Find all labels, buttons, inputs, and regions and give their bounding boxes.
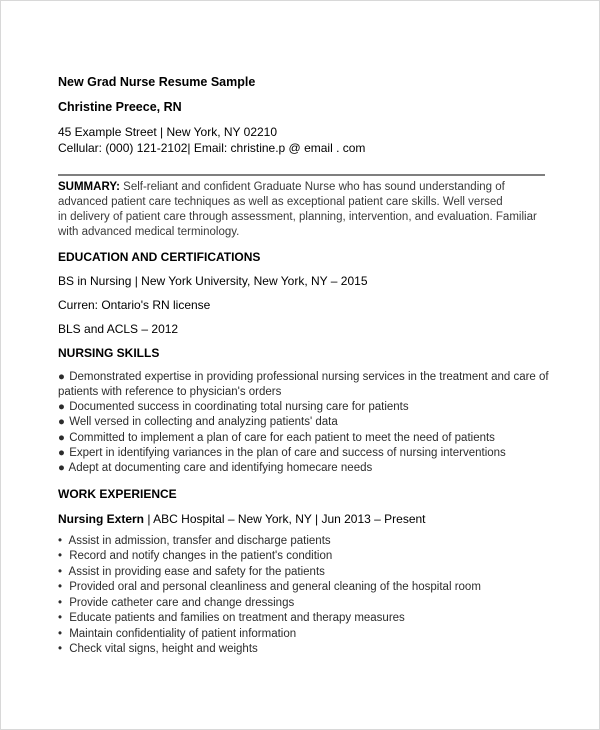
skills-item-text: Committed to implement a plan of care for each patient to meet the need of patients [66, 432, 495, 444]
contact-phone-email: Cellular: (000) 121-2102| Email: christine.p @ email . com [58, 141, 366, 155]
bullet-icon: ● [58, 401, 65, 413]
skills-item-text: Demonstrated expertise in providing professional nursing services in the treatment and care of [66, 371, 549, 383]
experience-item [58, 612, 405, 624]
experience-item-text: Educate patients and families on treatment and therapy measures [66, 612, 405, 624]
summary-line-1 [58, 181, 505, 193]
contact-address: 45 Example Street | New York, NY 02210 [58, 125, 278, 139]
experience-item [58, 550, 332, 562]
experience-item-text: Provided oral and personal cleanliness and general cleaning of the hospital room [66, 581, 481, 593]
experience-item-text: Assist in providing ease and safety for the patients [66, 566, 325, 578]
experience-item-text: Check vital signs, height and weights [66, 643, 258, 655]
skills-item [58, 432, 495, 444]
bullet-icon: • [58, 535, 63, 547]
skills-item [58, 371, 549, 383]
skills-item-text: Expert in identifying variances in the plan of care and success of nursing interventions [66, 447, 506, 459]
education-item: Curren: Ontario's RN license [58, 298, 211, 312]
skills-item-text: Well versed in collecting and analyzing patients' data [66, 416, 338, 428]
education-item: BS in Nursing | New York University, New York, NY – 2015 [58, 274, 368, 288]
summary-text: Self-reliant and confident Graduate Nurse who has sound understanding of [119, 181, 505, 193]
bullet-icon: • [58, 643, 63, 655]
skills-item-text: Documented success in coordinating total nursing care for patients [66, 401, 409, 413]
bullet-icon: ● [58, 416, 65, 428]
skills-item [58, 462, 372, 474]
skills-item [58, 401, 409, 413]
skills-item [58, 416, 338, 428]
job-entry [58, 512, 426, 526]
experience-item-text: Record and notify changes in the patient's condition [66, 550, 333, 562]
experience-item-text: Assist in admission, transfer and discharge patients [66, 535, 331, 547]
skills-item-continuation: patients with reference to physician's orders [58, 386, 282, 398]
experience-item [58, 597, 294, 609]
summary-line-3: in delivery of patient care through assessment, planning, intervention, and evaluation. Familiar [58, 211, 537, 223]
experience-item [58, 628, 296, 640]
experience-item [58, 643, 258, 655]
bullet-icon: ● [58, 447, 65, 459]
candidate-name: Christine Preece, RN [58, 100, 182, 114]
bullet-icon: • [58, 566, 63, 578]
bullet-icon: • [58, 550, 63, 562]
skills-heading: NURSING SKILLS [58, 346, 160, 360]
bullet-icon: ● [58, 371, 65, 383]
education-heading: EDUCATION AND CERTIFICATIONS [58, 250, 261, 264]
bullet-icon: • [58, 612, 63, 624]
bullet-icon: • [58, 628, 63, 640]
bullet-icon: ● [58, 462, 65, 474]
experience-item [58, 581, 481, 593]
bullet-icon: • [58, 581, 63, 593]
header-divider [58, 174, 545, 176]
experience-item-text: Provide catheter care and change dressings [66, 597, 295, 609]
bullet-icon: ● [58, 432, 65, 444]
experience-item [58, 566, 325, 578]
summary-line-4: with advanced medical terminology. [58, 226, 240, 238]
experience-item-text: Maintain confidentiality of patient information [66, 628, 297, 640]
summary-line-2: advanced patient care techniques as well as exceptional patient care skills. Well versed [58, 196, 503, 208]
experience-item [58, 535, 331, 547]
summary-label: SUMMARY: [58, 181, 120, 193]
document-title: New Grad Nurse Resume Sample [58, 75, 256, 89]
job-title: Nursing Extern [58, 512, 145, 526]
skills-item-text: Adept at documenting care and identifying homecare needs [66, 462, 373, 474]
bullet-icon: • [58, 597, 63, 609]
job-details: | ABC Hospital – New York, NY | Jun 2013 – Present [144, 512, 426, 526]
education-item: BLS and ACLS – 2012 [58, 322, 179, 336]
skills-item [58, 447, 506, 459]
experience-heading: WORK EXPERIENCE [58, 487, 177, 501]
